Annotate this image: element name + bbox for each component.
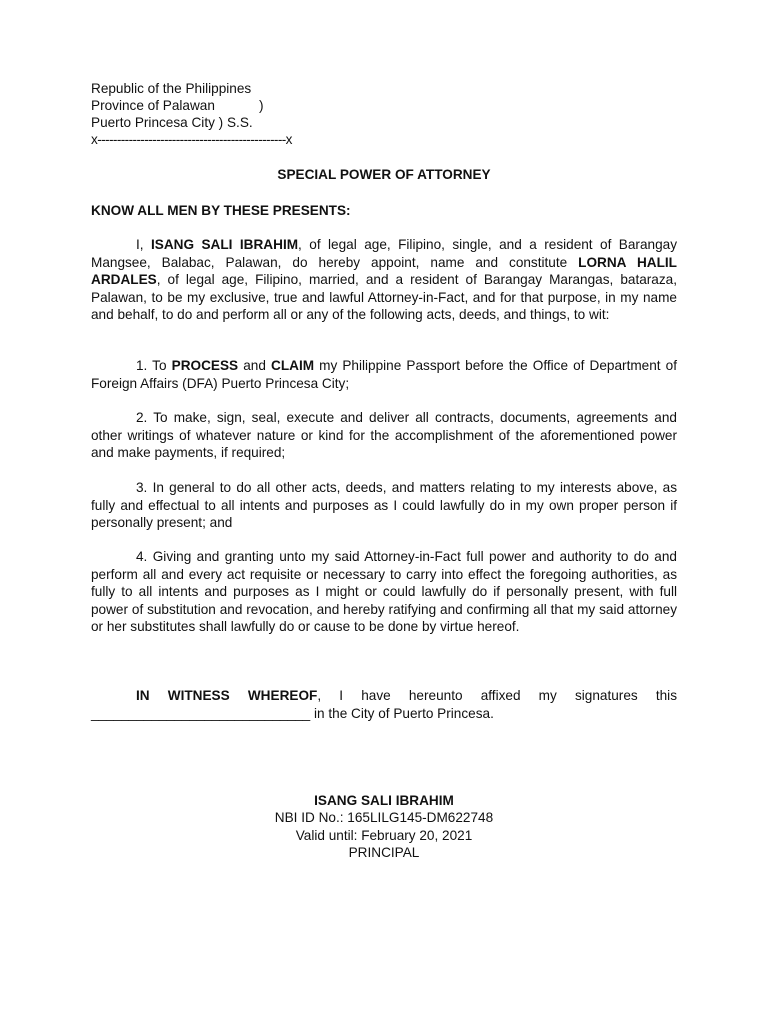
header-province	[91, 97, 263, 115]
principal-name: ISANG SALI IBRAHIM	[151, 237, 299, 252]
signatory-valid-until: Valid until: February 20, 2021	[295, 828, 473, 843]
item3-text: 3. In general to do all other acts, deeds, and matters relating to my interests above, as fully and effectual to all intents and purposes as I could lawfully do in my own proper person if personally present; and	[91, 480, 677, 530]
item-4-paragraph	[91, 548, 677, 636]
intro-text-1: I,	[136, 237, 151, 252]
item-2-paragraph	[91, 409, 677, 462]
item1-bold-process: PROCESS	[171, 358, 239, 373]
item1-bold-claim: CLAIM	[271, 358, 315, 373]
signatory-name-text: ISANG SALI IBRAHIM	[314, 793, 454, 808]
signatory-name	[91, 792, 677, 810]
item1-text-1: 1. To	[136, 358, 172, 373]
header-republic: Republic of the Philippines	[91, 81, 252, 96]
header-province-text: Province of Palawan	[91, 98, 215, 113]
header-separator: x------------------------------------------------x	[91, 132, 292, 147]
item1-text-2: and	[238, 358, 271, 373]
signatory-nbi: NBI ID No.: 165LILG145-DM622748	[274, 810, 494, 825]
item1-text-3: my Philippine Passport before the Office of Department of Foreign Affairs (DFA) Puerto Princesa City;	[91, 358, 677, 391]
header-province-paren: )	[258, 98, 264, 113]
signatory-role: PRINCIPAL	[348, 845, 420, 860]
witness-paragraph	[91, 687, 677, 722]
date-blank-line: _____________________________	[91, 705, 311, 721]
intro-paragraph	[91, 236, 677, 324]
witness-text-1: , I have hereunto affixed my signatures this	[317, 688, 677, 703]
intro-text-3: , of legal age, Filipino, married, and a resident of Barangay Marangas, bataraza, Palawan, to be my exclusive, true and lawful Attorney-in-Fact, and for that purpose, in my name and behalf, to do and perform all or any of the following acts, deeds, and things, to wit:	[91, 272, 677, 322]
item2-text: 2. To make, sign, seal, execute and deliver all contracts, documents, agreements and other writings of whatever nature or kind for the accomplishment of the aforementioned power and make payments, if required;	[91, 410, 677, 460]
intro-text-2: , of legal age, Filipino, single, and a resident of Barangay Mangsee, Balabac, Palawan, do hereby appoint, name and constitute	[91, 237, 677, 270]
item-1-paragraph	[91, 357, 677, 392]
attorney-name: LORNA HALIL ARDALES	[91, 254, 677, 287]
document-title-text: SPECIAL POWER OF ATTORNEY	[277, 167, 491, 182]
document-title	[91, 166, 677, 184]
item4-text: 4. Giving and granting unto my said Attorney-in-Fact full power and authority to do and perform all and every act requisite or necessary to carry into effect the foregoing authorities, as fully to all intents and purposes as I might or could lawfully do if personally present, with full power of substitution and revocation, and hereby ratifying and confirming all that my said attorney or her substitutes shall lawfully do or cause to be done by virtue hereof.	[91, 549, 677, 634]
witness-text-2: in the City of Puerto Princesa.	[310, 705, 494, 721]
header-city: Puerto Princesa City ) S.S.	[91, 115, 253, 130]
item-3-paragraph	[91, 479, 677, 532]
know-all-heading	[91, 202, 351, 220]
witness-bold: IN WITNESS WHEREOF	[136, 688, 318, 703]
know-all-text: KNOW ALL MEN BY THESE PRESENTS:	[91, 203, 351, 218]
